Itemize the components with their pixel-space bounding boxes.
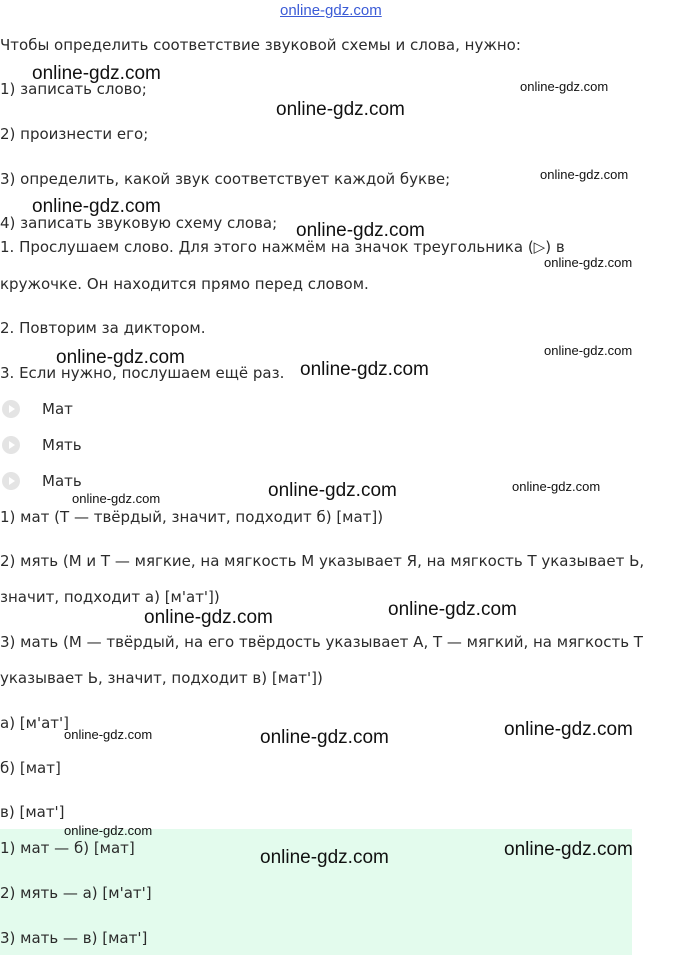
explanation-line-2: 2) мять (М и Т — мягкие, на мягкость М указывает Я, на мягкость Т указывает Ь, xyxy=(0,552,645,570)
watermark: online-gdz.com xyxy=(32,63,161,84)
watermark: online-gdz.com xyxy=(388,599,517,620)
watermark: online-gdz.com xyxy=(32,196,161,217)
watermark: online-gdz.com xyxy=(504,719,633,740)
watermark: online-gdz.com xyxy=(512,479,601,494)
explanation-line-1: 1) мат (Т — твёрдый, значит, подходит б) [мат]) xyxy=(0,508,384,526)
intro-step-3: 3) определить, какой звук соответствует каждой букве; xyxy=(0,170,451,188)
watermark: online-gdz.com xyxy=(260,847,389,868)
audio-word-label: Мат xyxy=(42,400,73,418)
scheme-c: в) [мат'] xyxy=(0,803,65,821)
scheme-b: б) [мат] xyxy=(0,759,61,777)
watermark: online-gdz.com xyxy=(144,607,273,628)
explanation-line-3: значит, подходит а) [м'ат']) xyxy=(0,588,220,606)
intro-step-2: 2) произнести его; xyxy=(0,125,149,143)
watermark: online-gdz.com xyxy=(260,727,389,748)
instruction-line-2: кружочке. Он находится прямо перед словом. xyxy=(0,275,369,293)
watermark: online-gdz.com xyxy=(56,347,185,368)
intro-step-1: 1) записать слово; xyxy=(0,80,147,98)
watermark: online-gdz.com xyxy=(64,823,153,838)
watermark: online-gdz.com xyxy=(520,79,609,94)
watermark: online-gdz.com xyxy=(276,99,405,120)
watermark: online-gdz.com xyxy=(268,480,397,501)
intro-heading: Чтобы определить соответствие звуковой схемы и слова, нужно: xyxy=(0,36,521,54)
explanation-line-4: 3) мать (М — твёрдый, на его твёрдость указывает А, Т — мягкий, на мягкость Т xyxy=(0,633,643,651)
intro-step-4: 4) записать звуковую схему слова; xyxy=(0,214,278,232)
instruction-line-4: 3. Если нужно, послушаем ещё раз. xyxy=(0,364,285,382)
answer-line-3: 3) мать — в) [мат'] xyxy=(0,929,148,947)
play-icon[interactable] xyxy=(2,400,20,418)
watermark: online-gdz.com xyxy=(64,727,153,742)
audio-word-label: Мать xyxy=(42,472,82,490)
explanation-line-5: указывает Ь, значит, подходит в) [мат']) xyxy=(0,669,323,687)
watermark: online-gdz.com xyxy=(544,343,633,358)
audio-word-label: Мять xyxy=(42,436,82,454)
instruction-line-3: 2. Повторим за диктором. xyxy=(0,319,206,337)
play-icon[interactable] xyxy=(2,436,20,454)
watermark: online-gdz.com xyxy=(544,255,633,270)
instruction-line-1: 1. Прослушаем слово. Для этого нажмём на значок треугольника (▷) в xyxy=(0,238,565,256)
watermark: online-gdz.com xyxy=(300,359,429,380)
watermark: online-gdz.com xyxy=(72,491,161,506)
answer-line-1: 1) мат — б) [мат] xyxy=(0,839,135,857)
play-icon[interactable] xyxy=(2,472,20,490)
watermark: online-gdz.com xyxy=(296,220,425,241)
scheme-a: а) [м'ат'] xyxy=(0,714,70,732)
site-link[interactable]: online-gdz.com xyxy=(280,2,382,19)
watermark: online-gdz.com xyxy=(540,167,629,182)
answer-line-2: 2) мять — а) [м'ат'] xyxy=(0,884,152,902)
watermark: online-gdz.com xyxy=(504,839,633,860)
